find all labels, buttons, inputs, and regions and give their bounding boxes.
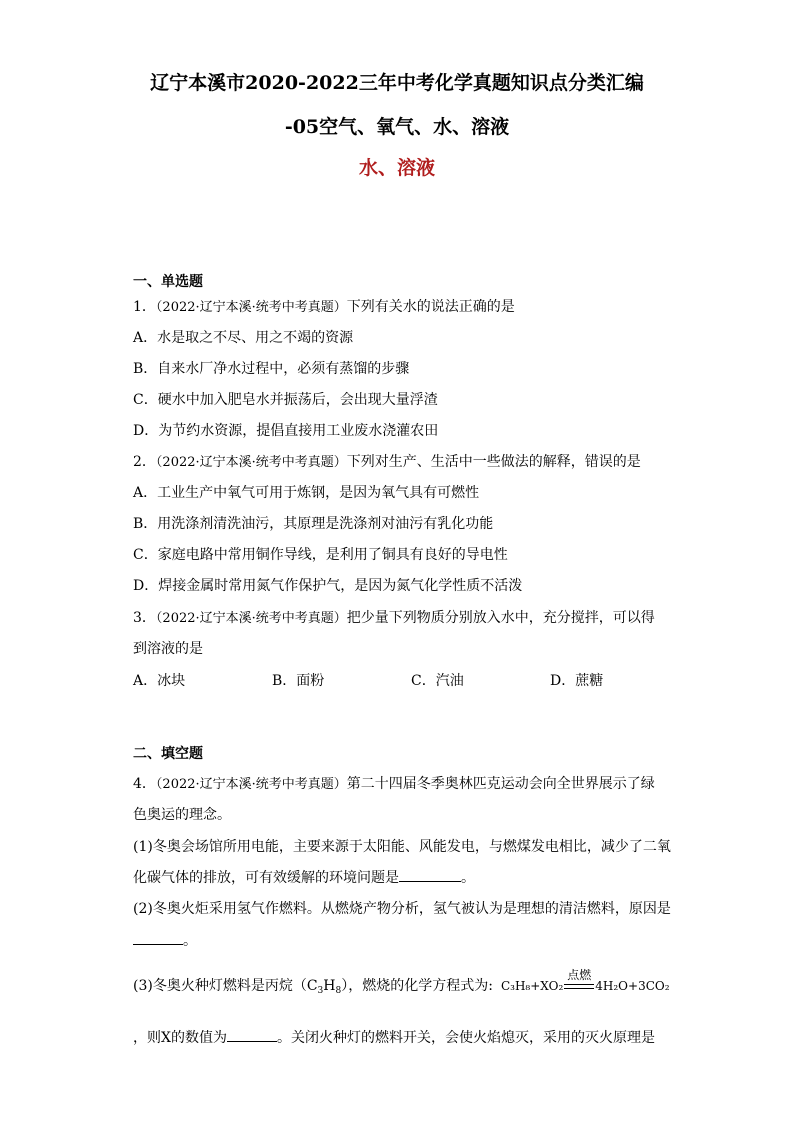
document-subtitle: 水、溶液 — [358, 157, 435, 179]
section-heading-fill-blank: 二、填空题 — [133, 746, 203, 762]
question-source: （2022·辽宁本溪·统考中考真题） — [155, 777, 347, 792]
section-heading-single-choice: 一、单选题 — [133, 274, 203, 290]
question-3-option-c: C．汽油 — [411, 673, 464, 689]
question-source: （2022·辽宁本溪·统考中考真题） — [155, 300, 347, 315]
question-3-options — [133, 670, 653, 690]
question-number: 1． — [133, 299, 156, 315]
subscript-3: 3 — [317, 986, 324, 996]
part-text: 。关闭火种灯的燃料开关，会使火焰熄灭，采用的灭火原理是 — [276, 1030, 655, 1046]
chemical-equation — [500, 968, 670, 993]
subscript-8: 8 — [335, 986, 342, 996]
part-text: (3)冬奥火种灯燃料是丙烷（C — [133, 978, 318, 994]
question-4-part-1-line-1: (1)冬奥会场馆所用电能，主要来源于太阳能、风能发电，与燃煤发电相比，减少了二氧 — [133, 839, 671, 855]
question-3-option-a: A．冰块 — [133, 673, 186, 689]
question-4-part-3-line-2 — [133, 1027, 655, 1047]
answer-blank[interactable] — [227, 1027, 277, 1042]
document-title-line1: 辽宁本溪市2020-2022三年中考化学真题知识点分类汇编 — [150, 72, 644, 94]
equation-products: 4H₂O+3CO₂ — [595, 979, 670, 993]
question-1-stem — [133, 296, 515, 316]
question-1-option-c: C．硬水中加入肥皂水并振荡后，会出现大量浮渣 — [133, 392, 438, 408]
question-source: （2022·辽宁本溪·统考中考真题） — [155, 611, 347, 626]
answer-blank[interactable] — [399, 867, 461, 882]
answer-blank[interactable] — [133, 930, 183, 945]
question-number: 4． — [133, 776, 156, 792]
part-end: 。 — [183, 933, 197, 949]
question-4-part-1-line-2 — [133, 867, 475, 887]
question-1-option-d: D．为节约水资源，提倡直接用工业废水浇灌农田 — [133, 423, 439, 439]
question-4-part-2-line-1: (2)冬奥火炬采用氢气作燃料。从燃烧产物分析，氢气被认为是理想的清洁燃料，原因是 — [133, 901, 671, 917]
equation-condition — [564, 968, 594, 993]
question-text: 下列对生产、生活中一些做法的解释，错误的是 — [346, 454, 641, 470]
part-text: 化碳气体的排放，可有效缓解的环境问题是 — [133, 870, 399, 886]
question-3-option-d: D．蔗糖 — [550, 673, 604, 689]
question-2-option-b: B．用洗涤剂清洗油污，其原理是洗涤剂对油污有乳化功能 — [133, 516, 494, 532]
part-text-suffix: ），燃烧的化学方程式为: — [341, 978, 493, 994]
question-4-part-2-line-2 — [133, 930, 197, 950]
part-text: ，则X的数值为 — [133, 1030, 227, 1046]
condition-label: 点燃 — [567, 968, 592, 982]
part-text-h: H — [323, 978, 336, 994]
question-4-stem — [133, 773, 655, 793]
question-text: 第二十四届冬季奥林匹克运动会向全世界展示了绿 — [346, 776, 655, 792]
question-4-part-3-line-1 — [133, 968, 670, 996]
equation-reactants: C₃H₈+XO₂ — [500, 979, 564, 993]
question-number: 3． — [133, 610, 156, 626]
question-2-option-c: C．家庭电路中常用铜作导线，是利用了铜具有良好的导电性 — [133, 547, 508, 563]
part-end: 。 — [461, 870, 475, 886]
question-text: 下列有关水的说法正确的是 — [346, 299, 515, 315]
question-2-option-d: D．焊接金属时常用氮气作保护气，是因为氮气化学性质不活泼 — [133, 578, 523, 594]
document-title-line2: -05空气、氧气、水、溶液 — [284, 116, 510, 138]
question-1-option-b: B．自来水厂净水过程中，必须有蒸馏的步骤 — [133, 361, 410, 377]
question-2-stem — [133, 451, 641, 471]
question-source: （2022·辽宁本溪·统考中考真题） — [155, 455, 347, 470]
question-text: 把少量下列物质分别放入水中，充分搅拌，可以得 — [346, 610, 655, 626]
question-4-stem-continued: 色奥运的理念。 — [133, 807, 231, 823]
question-number: 2． — [133, 454, 156, 470]
question-3-stem-continued: 到溶液的是 — [133, 641, 203, 657]
question-3-stem — [133, 607, 655, 627]
question-1-option-a: A．水是取之不尽、用之不竭的资源 — [133, 330, 354, 346]
question-3-option-b: B．面粉 — [272, 673, 325, 689]
equation-double-bar — [564, 984, 594, 989]
question-2-option-a: A．工业生产中氧气可用于炼钢，是因为氧气具有可燃性 — [133, 485, 480, 501]
